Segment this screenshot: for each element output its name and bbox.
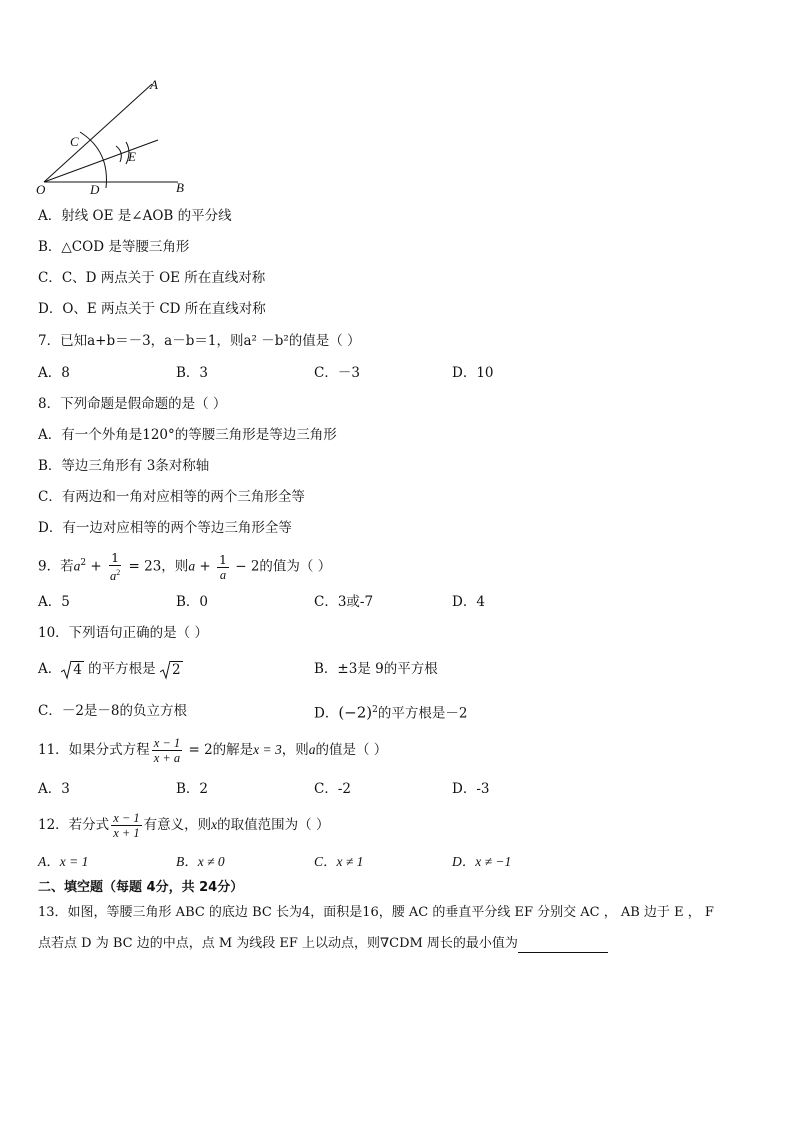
q11-option-a: A．3 (38, 781, 70, 797)
q11-suffix: 的值是（ ） (315, 742, 388, 758)
q9-suffix: 的值为（ ） (259, 558, 332, 575)
ray-oa (44, 84, 152, 182)
q10-a-label: A． (38, 661, 62, 677)
label-o: O (36, 182, 46, 197)
q12-suffix: 的取值范围为（ ） (217, 817, 330, 833)
q7-option-d: D．10 (452, 365, 494, 381)
q13-answer-blank[interactable] (518, 938, 608, 953)
q11-mid: = 2的解是 (184, 742, 254, 758)
sqrt-4-radicand: 4 (73, 661, 82, 678)
q10-d-exp: 2 (372, 705, 378, 715)
ray-oe (44, 140, 158, 182)
q7-option-b: B．3 (176, 365, 209, 381)
q6-option-b: B．△COD 是等腰三角形 (38, 239, 190, 255)
q9-fraction-1 (108, 551, 122, 583)
q11-option-d: D．-3 (452, 781, 490, 797)
q7-option-c: C．－3 (314, 365, 360, 381)
q6-option-d: D．O、E 两点关于 CD 所在直线对称 (38, 301, 266, 317)
sqrt-2 (160, 657, 183, 683)
q11-option-c: C．-2 (314, 781, 351, 797)
q10-option-d (314, 698, 467, 726)
q9-stem (38, 546, 331, 584)
q11-stem (38, 732, 387, 768)
q10-d-base: (−2) (338, 703, 373, 722)
sqrt-4 (61, 657, 84, 683)
label-c: C (70, 134, 79, 149)
q8-option-b: B．等边三角形有 3条对称轴 (38, 458, 210, 474)
q9-var-a: a (73, 558, 81, 574)
q9-square: 2 (80, 558, 87, 568)
q10-d-label: D． (314, 705, 339, 722)
q7-stem: 7．已知a+b＝－3，a－b＝1，则a² －b²的值是（ ） (38, 333, 361, 349)
q11-den: x + a (153, 751, 181, 765)
q12-stem (38, 807, 329, 843)
q7-option-a: A．8 (38, 365, 70, 381)
q9-plus2: + (195, 558, 215, 575)
q9-option-b: B．0 (176, 594, 209, 610)
q9-frac2-num: 1 (218, 551, 227, 567)
q9-option-d: D．4 (452, 594, 485, 610)
q11-option-b: B．2 (176, 781, 209, 797)
q9-frac1-den-var: a (109, 569, 117, 584)
q12-mid: 有意义，则 (143, 817, 212, 833)
q9-fraction-2 (217, 553, 229, 582)
q8-stem: 8．下列命题是假命题的是（ ） (38, 396, 227, 412)
q9-frac1-den (108, 566, 122, 583)
label-a: A (150, 77, 158, 92)
q12-option-a: A．x = 1 (38, 854, 89, 869)
q12-option-c: C．x ≠ 1 (314, 854, 364, 869)
q13-line-2-text: 点若点 D 为 BC 边的中点，点 M 为线段 EF 上以动点，则∇CDM 周长的最小值为 (38, 936, 518, 951)
q8-option-a: A．有一个外角是120°的等腰三角形是等边三角形 (38, 427, 337, 443)
q9-frac2-den: a (219, 567, 227, 582)
q6-option-a: A．射线 OE 是∠AOB 的平分线 (38, 208, 232, 224)
q12-option-b: B．x ≠ 0 (176, 854, 225, 869)
q10-a-mid: 的平方根是 (83, 661, 160, 677)
q12-fraction (111, 811, 141, 840)
q9-option-c: C．3或-7 (314, 594, 374, 610)
q11-fraction (152, 736, 182, 765)
q12-option-d: D．x ≠ −1 (452, 854, 512, 869)
angle-bisector-figure (30, 76, 200, 200)
q12-num: x − 1 (113, 811, 140, 825)
q12-den: x + 1 (113, 826, 140, 840)
radical-icon (160, 660, 170, 680)
q10-option-c: C．－2是－8的负立方根 (38, 703, 188, 719)
q6-option-c: C．C、D 两点关于 OE 所在直线对称 (38, 270, 266, 286)
q12-var: x (211, 817, 218, 832)
label-b: B (176, 180, 184, 195)
q13-line-2 (38, 935, 608, 953)
q11-prefix: 11．如果分式方程 (38, 742, 150, 758)
q9-minus2: − 2 (230, 558, 260, 575)
q9-prefix: 9．若 (38, 558, 74, 575)
sqrt-2-radicand: 2 (171, 661, 181, 678)
q9-option-a: A．5 (38, 594, 70, 610)
q10-option-b: B．±3是 9的平方根 (314, 661, 438, 677)
q10-d-post: 的平方根是－2 (377, 705, 468, 722)
q9-var-a2: a (188, 558, 196, 574)
radical-icon (61, 660, 71, 680)
q9-frac1-den-exp: 2 (116, 567, 121, 577)
q8-option-d: D．有一边对应相等的两个等边三角形全等 (38, 520, 292, 536)
q9-plus: + (86, 558, 106, 575)
q11-solution: x = 3 (253, 742, 282, 757)
q8-option-c: C．有两边和一角对应相等的两个三角形全等 (38, 489, 305, 505)
q9-frac1-num: 1 (111, 549, 120, 565)
q9-eq: = 23，则 (124, 558, 189, 575)
q11-mid2: ，则 (281, 742, 309, 758)
q11-num: x − 1 (153, 736, 181, 750)
q13-line-1: 13．如图，等腰三角形 ABC 的底边 BC 长为4，面积是16，腰 AC 的垂直平分线 EF 分别交 AC ， AB 边于 E ， F (38, 905, 714, 920)
q10-option-a (38, 656, 183, 683)
q12-prefix: 12．若分式 (38, 817, 110, 833)
q10-stem: 10．下列语句正确的是（ ） (38, 625, 208, 641)
label-d: D (90, 182, 100, 197)
label-e: E (128, 149, 136, 164)
section-title-fill-in: 二、填空题（每题 4分，共 24分） (38, 880, 244, 895)
q11-var: a (308, 742, 316, 757)
